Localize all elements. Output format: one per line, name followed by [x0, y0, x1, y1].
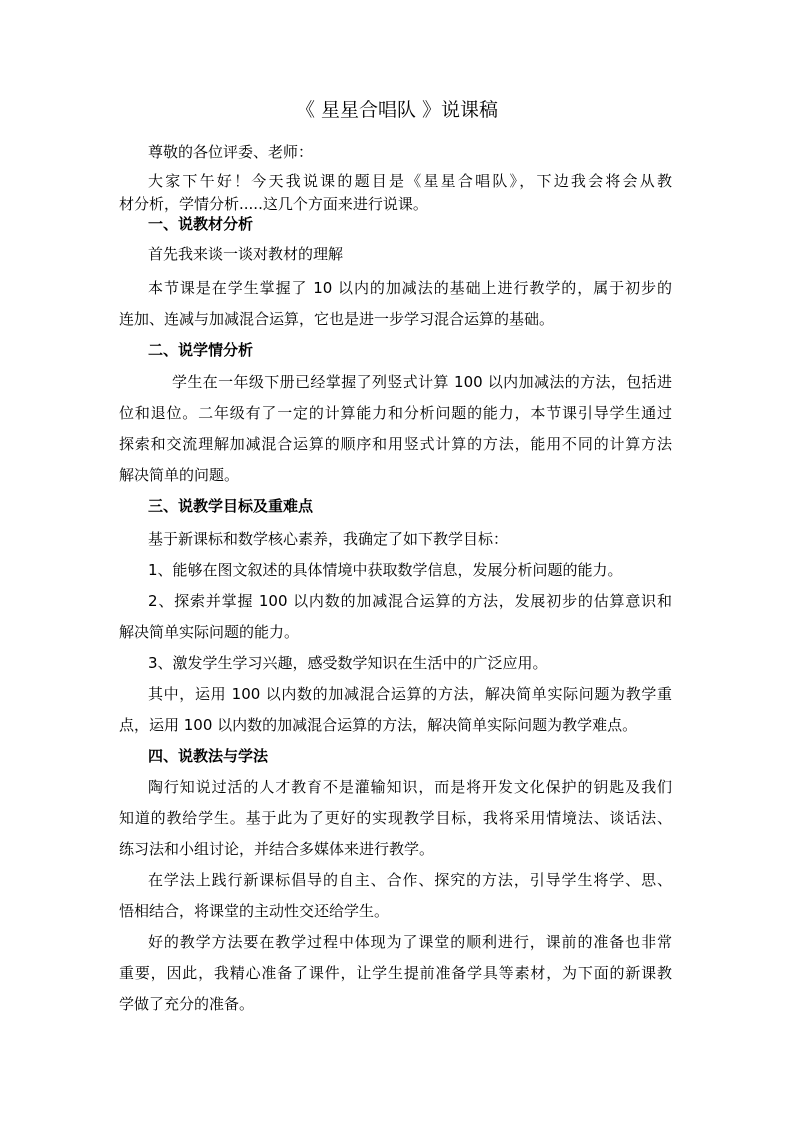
section2-paragraph-line-2: 位和退位。二年级有了一定的计算能力和分析问题的能力，本节课引导学生通过: [119, 404, 672, 422]
section-heading-4: 四、说教法与学法: [148, 747, 269, 765]
section4-paragraph-3-line-3: 学做了充分的准备。: [119, 995, 255, 1013]
section4-paragraph-2-line-2: 悟相结合，将课堂的主动性交还给学生。: [119, 902, 390, 920]
section4-paragraph-1-line-3: 练习法和小组讨论，并结合多媒体来进行教学。: [119, 840, 435, 858]
section4-paragraph-1-line-1: 陶行知说过活的人才教育不是灌输知识，而是将开发文化保护的钥匙及我们: [148, 778, 672, 796]
goal-item-3: 3、激发学生学习兴趣，感受数学知识在生活中的广泛应用。: [148, 654, 548, 672]
goal-item-1: 1、能够在图文叙述的具体情境中获取数学信息，发展分析问题的能力。: [148, 561, 623, 579]
section-heading-1: 一、说教材分析: [148, 215, 254, 233]
section1-paragraph-1: 首先我来谈一谈对教材的理解: [148, 245, 344, 263]
section2-paragraph-line-3: 探索和交流理解加减混合运算的顺序和用竖式计算的方法，能用不同的计算方法: [119, 435, 672, 453]
section-heading-2: 二、说学情分析: [148, 341, 254, 359]
section4-paragraph-1-line-2: 知道的教给学生。基于此为了更好的实现教学目标，我将采用情境法、谈话法、: [119, 809, 672, 827]
greeting-line: 尊敬的各位评委、老师：: [148, 143, 314, 161]
section3-paragraph-1: 基于新课标和数学核心素养，我确定了如下教学目标：: [148, 530, 509, 548]
goal-item-2-line-2: 解决简单实际问题的能力。: [119, 623, 300, 641]
section4-paragraph-3-line-2: 重要，因此，我精心准备了课件，让学生提前准备学具等素材，为下面的新课教: [119, 964, 672, 982]
intro-line-2: 材分析，学情分析.....这几个方面来进行说课。: [119, 195, 428, 213]
goal-item-2-line-1: 2、探索并掌握 100 以内数的加减混合运算的方法，发展初步的估算意识和: [148, 592, 672, 610]
section2-paragraph-line-1: 学生在一年级下册已经掌握了列竖式计算 100 以内加减法的方法，包括进: [172, 373, 672, 391]
section3-paragraph-2-line-1: 其中，运用 100 以内数的加减混合运算的方法，解决简单实际问题为教学重: [148, 685, 672, 703]
page-title: 《 星星合唱队 》说课稿: [295, 99, 499, 121]
intro-line-1: 大家下午好！今天我说课的题目是《星星合唱队》，下边我会将会从教: [148, 172, 672, 190]
section4-paragraph-3-line-1: 好的教学方法要在教学过程中体现为了课堂的顺利进行，课前的准备也非常: [148, 933, 672, 951]
section4-paragraph-2-line-1: 在学法上践行新课标倡导的自主、合作、探究的方法，引导学生将学、思、: [148, 871, 672, 889]
section2-paragraph-line-4: 解决简单的问题。: [119, 466, 240, 484]
section3-paragraph-2-line-2: 点，运用 100 以内数的加减混合运算的方法，解决简单实际问题为教学难点。: [119, 716, 638, 734]
section1-paragraph-2-line-1: 本节课是在学生掌握了 10 以内的加减法的基础上进行教学的，属于初步的: [148, 279, 672, 297]
section1-paragraph-2-line-2: 连加、连减与加减混合运算，它也是进一步学习混合运算的基础。: [119, 310, 555, 328]
section-heading-3: 三、说教学目标及重难点: [148, 497, 314, 515]
